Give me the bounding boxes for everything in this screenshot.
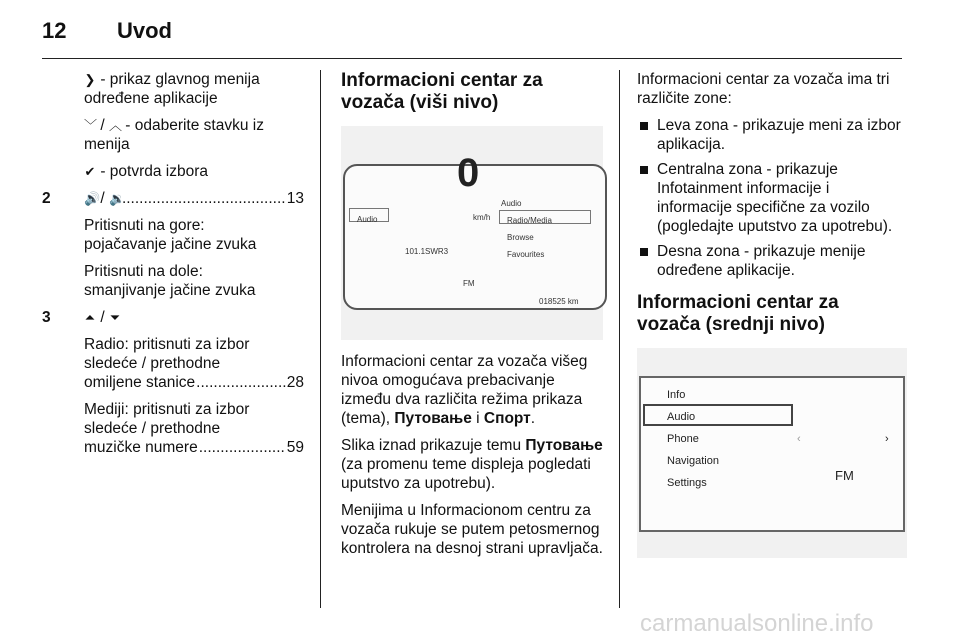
chevron-right-icon: ❯: [84, 72, 96, 87]
selected-row-box: [643, 404, 793, 426]
menu-radio-media: Radio/Media: [507, 216, 552, 225]
menu-item-2: ﹀ / ︿ - odaberite stavku iz menija: [84, 117, 264, 153]
skip-up-icon: ⏶: [84, 310, 96, 325]
band-label: FM: [463, 279, 475, 288]
speed-unit: km/h: [473, 213, 491, 222]
page-header: [0, 0, 960, 64]
page-number: 12: [42, 18, 67, 43]
page-title: Uvod: [117, 18, 172, 43]
menu-item-1: ❯ - prikaz glavnog menija određene aplikacije: [84, 71, 260, 107]
audio-back-label: Audio: [501, 199, 522, 208]
checkmark-icon: ✔: [84, 164, 96, 179]
page-ref: 13: [286, 190, 304, 207]
page-ref: 28: [286, 374, 304, 391]
numbered-item-3: 3 ⏶ / ⏷: [42, 309, 121, 326]
menu-settings: Settings: [667, 477, 707, 489]
column-middle: [341, 70, 603, 566]
menu-favourites: Favourites: [507, 250, 545, 259]
header-rule: [42, 58, 902, 59]
numbered-item-2: 2 🔊 / 🔉 ..... 13: [42, 189, 304, 208]
menu-browse: Browse: [507, 233, 534, 242]
menu-info: Info: [667, 389, 686, 401]
bullet-square-icon: [640, 166, 648, 174]
column-left: [42, 70, 304, 457]
menu-navigation: Navigation: [667, 455, 719, 467]
menu-phone: Phone: [667, 433, 699, 445]
volume-up-icon: 🔊: [84, 191, 101, 206]
chevron-right-icon: ›: [885, 433, 889, 445]
band-label: FM: [835, 468, 854, 483]
press-down-text: Pritisnuti na dole: smanjivanje jačine zvuka: [84, 263, 256, 299]
chevron-up-icon: ︿: [108, 118, 122, 133]
chevron-left-icon: ‹: [797, 433, 801, 445]
bullet-item: Leva zona - prikazuje meni za izbor aplikacija.: [637, 116, 907, 154]
menu-audio: Audio: [667, 411, 696, 423]
bullet-item: Desna zona - prikazuje menije određene aplikacije.: [637, 242, 907, 280]
driver-info-display-upper: [341, 126, 603, 340]
bullet-square-icon: [640, 248, 648, 256]
volume-down-icon: 🔉: [108, 191, 126, 206]
zones-intro: Informacioni centar za vozača ima tri različite zone:: [637, 71, 890, 107]
odometer: 018525 km: [539, 297, 579, 306]
left-audio: Audio: [357, 215, 378, 224]
column-right: [637, 70, 907, 558]
driver-info-display-mid: [637, 348, 907, 558]
page-ref: 59: [286, 439, 304, 456]
menu-item-3: ✔ - potvrda izbora: [84, 163, 209, 180]
chevron-down-icon: ﹀: [84, 118, 98, 133]
skip-down-icon: ⏷: [109, 310, 121, 325]
section-heading: Informacioni centar za vozača (viši nivo): [341, 70, 543, 113]
radio-text: Radio: pritisnuti za izbor sledeće / prethodne omiljene stanice ..... 28: [42, 335, 304, 392]
section-heading-2: Informacioni centar za vozača (srednji nivo): [637, 292, 839, 335]
speed-value: 0: [457, 151, 480, 195]
bullet-item: Centralna zona - prikazuje Infotainment informacije i informacije specifične za vozilo (pogledajte uputstvo za upotrebu).: [637, 160, 907, 236]
station-name: 101.1SWR3: [405, 247, 449, 256]
column-divider-1: [320, 70, 321, 608]
paragraph-2: Slika iznad prikazuje temu Путовање (za promenu teme displeja pogledati uputstvo za upotrebu).: [341, 437, 603, 492]
press-up-text: Pritisnuti na gore: pojačavanje jačine zvuka: [84, 217, 257, 253]
media-text: Mediji: pritisnuti za izbor sledeće / prethodne muzičke numere ..... 59: [42, 400, 304, 457]
watermark: carmanualsonline.info: [640, 610, 874, 637]
bullet-square-icon: [640, 122, 648, 130]
column-divider-2: [619, 70, 620, 608]
paragraph-3: Menijima u Informacionom centru za vozača rukuje se putem petosmernog kontrolera na desnoj strani upravljača.: [341, 502, 603, 557]
paragraph-1: Informacioni centar za vozača višeg nivoa omogućava prebacivanje između dva različita režima prikaza (tema), Путовање i Спорт.: [341, 353, 588, 427]
